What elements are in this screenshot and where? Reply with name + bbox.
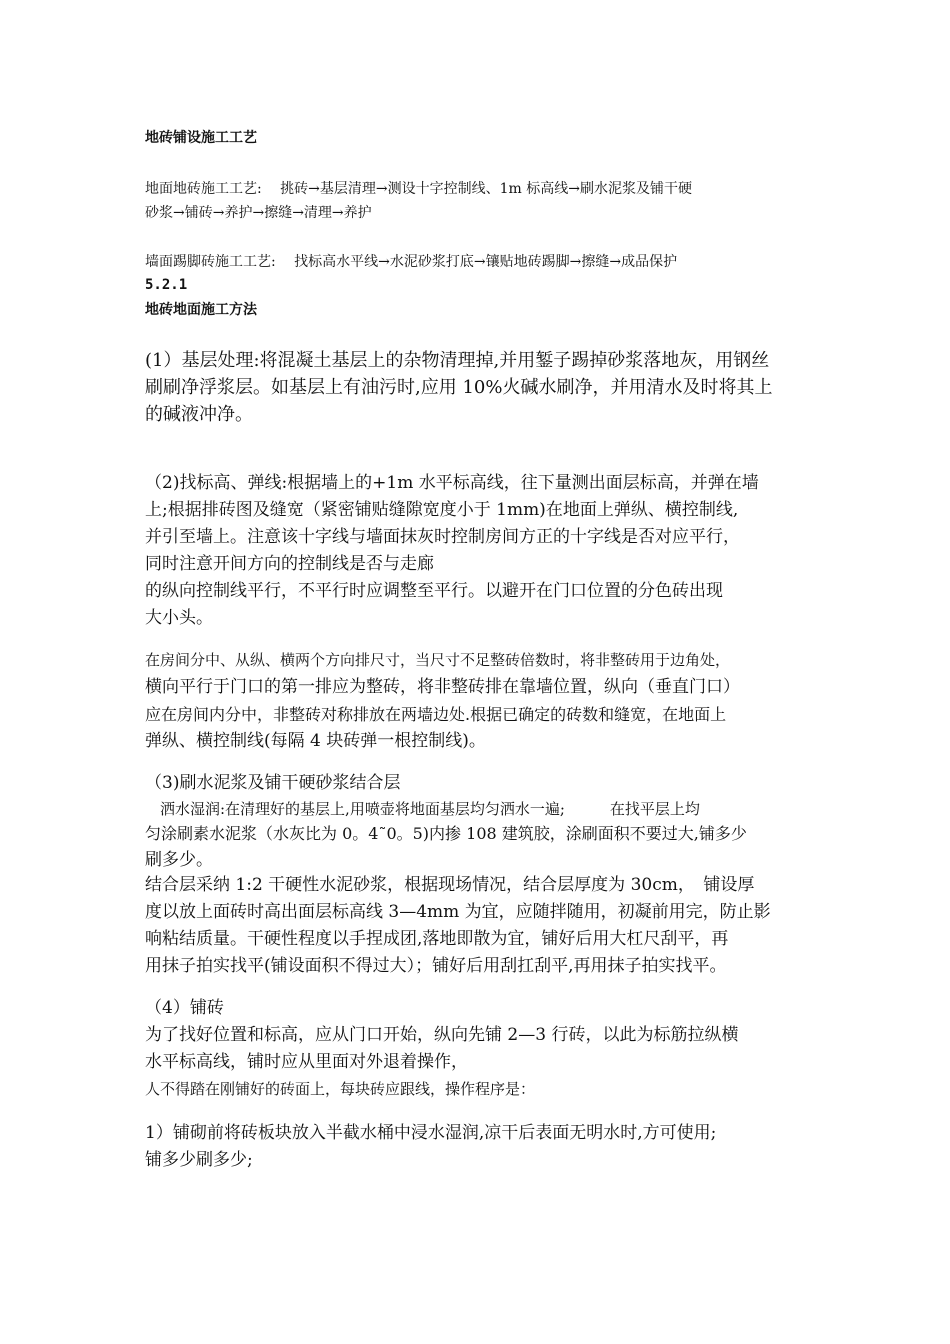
floor-process-line-1: 地面地砖施工工艺: 挑砖→基层清理→测设十字控制线、1m 标高线→刷水泥浆及铺干硬 [145,181,692,197]
p6-line: 人不得踏在刚铺好的砖面上，每块砖应跟线，操作程序是： [145,1080,536,1098]
paragraph-4 [145,770,817,874]
p3-line: 应在房间内分中，非整砖对称排放在两墙边处.根据已确定的砖数和缝宽，在地面上 [145,705,727,724]
doc-title: 地砖铺设施工工艺 [145,130,257,146]
p5-line: 结合层采纳 1:2 干硬性水泥砂浆，根据现场情况，结合层厚度为 30cm， 铺设厚 [145,875,755,895]
p6-line: 为了找好位置和标高，应从门口开始，纵向先铺 2—3 行砖，以此为标筋拉纵横 [145,1025,739,1045]
p2-line: 的纵向控制线平行，不平行时应调整至平行。以避开在门口位置的分色砖出现 [145,581,723,601]
p7-line: 铺多少刷多少; [145,1150,253,1170]
p4-line: 刷多少。 [145,850,213,870]
p2-line: 并引至墙上。注意该十字线与墙面抹灰时控制房间方正的十字线是否对应平行， [145,527,740,547]
p4-line: 匀涂刷素水泥浆（水灰比为 0。4˜0。5)内掺 108 建筑胶，涂刷面积不要过大,铺多少 [145,824,747,843]
section-number: 5.2.1 [145,277,188,293]
p2-line: （2)找标高、弹线:根据墙上的+1m 水平标高线，往下量测出面层标高，并弹在墙 [145,473,759,493]
p1-line: 的碱液冲净。 [145,404,253,425]
p5-line: 响粘结质量。干硬性程度以手捏成团,落地即散为宜，铺好后用大杠尺刮平，再 [145,929,729,949]
p2-line: 大小头。 [145,608,213,628]
p1-line: (1）基层处理:将混凝土基层上的杂物清理掉,并用錾子踢掉砂浆落地灰，用钢丝 [145,350,770,371]
p2-line: 同时注意开间方向的控制线是否与走廊 [145,554,434,574]
section-title: 地砖地面施工方法 [145,302,257,318]
paragraph-6 [145,995,817,1103]
paragraph-3 [145,647,817,755]
p3-line: 弹纵、横控制线(每隔 4 块砖弹一根控制线)。 [145,731,486,751]
p6-heading: （4）铺砖 [145,998,224,1018]
p7-line: 1）铺砌前将砖板块放入半截水桶中浸水湿润,凉干后表面无明水时,方可使用; [145,1123,717,1143]
paragraph-1 [145,347,817,428]
p5-line: 用抹子拍实找平(铺设面积不得过大）；铺好后用刮扛刮平,再用抹子拍实找平。 [145,956,727,976]
paragraph-7 [145,1120,817,1174]
p6-line: 水平标高线，铺时应从里面对外退着操作， [145,1052,468,1072]
p3-line: 在房间分中、从纵、横两个方向排尺寸，当尺寸不足整砖倍数时，将非整砖用于边角处， [145,651,731,669]
p1-line: 刷刷净浮浆层。如基层上有油污时,应用 10%火碱水刷净，并用清水及时将其上 [145,377,773,398]
paragraph-5 [145,872,817,980]
p3-line: 横向平行于门口的第一排应为整砖，将非整砖排在靠墙位置，纵向（垂直门口） [145,677,740,697]
paragraph-2 [145,470,817,632]
floor-process-line-2: 砂浆→铺砖→养护→擦缝→清理→养护 [145,205,372,221]
p2-line: 上;根据排砖图及缝宽（紧密铺贴缝隙宽度小于 1mm)在地面上弹纵、横控制线, [145,500,739,520]
p4-line: 洒水湿润:在清理好的基层上,用喷壶将地面基层均匀洒水一遍; 在找平层上均 [145,800,700,818]
p5-line: 度以放上面砖时高出面层标高线 3—4mm 为宜，应随拌随用，初凝前用完，防止影 [145,902,771,922]
p4-heading: （3)刷水泥浆及铺干硬砂浆结合层 [145,773,401,793]
wall-process-text: 墙面踢脚砖施工工艺: 找标高水平线→水泥砂浆打底→镶贴地砖踢脚→擦缝→成品保护 [145,254,678,270]
floor-process-text [145,177,817,225]
